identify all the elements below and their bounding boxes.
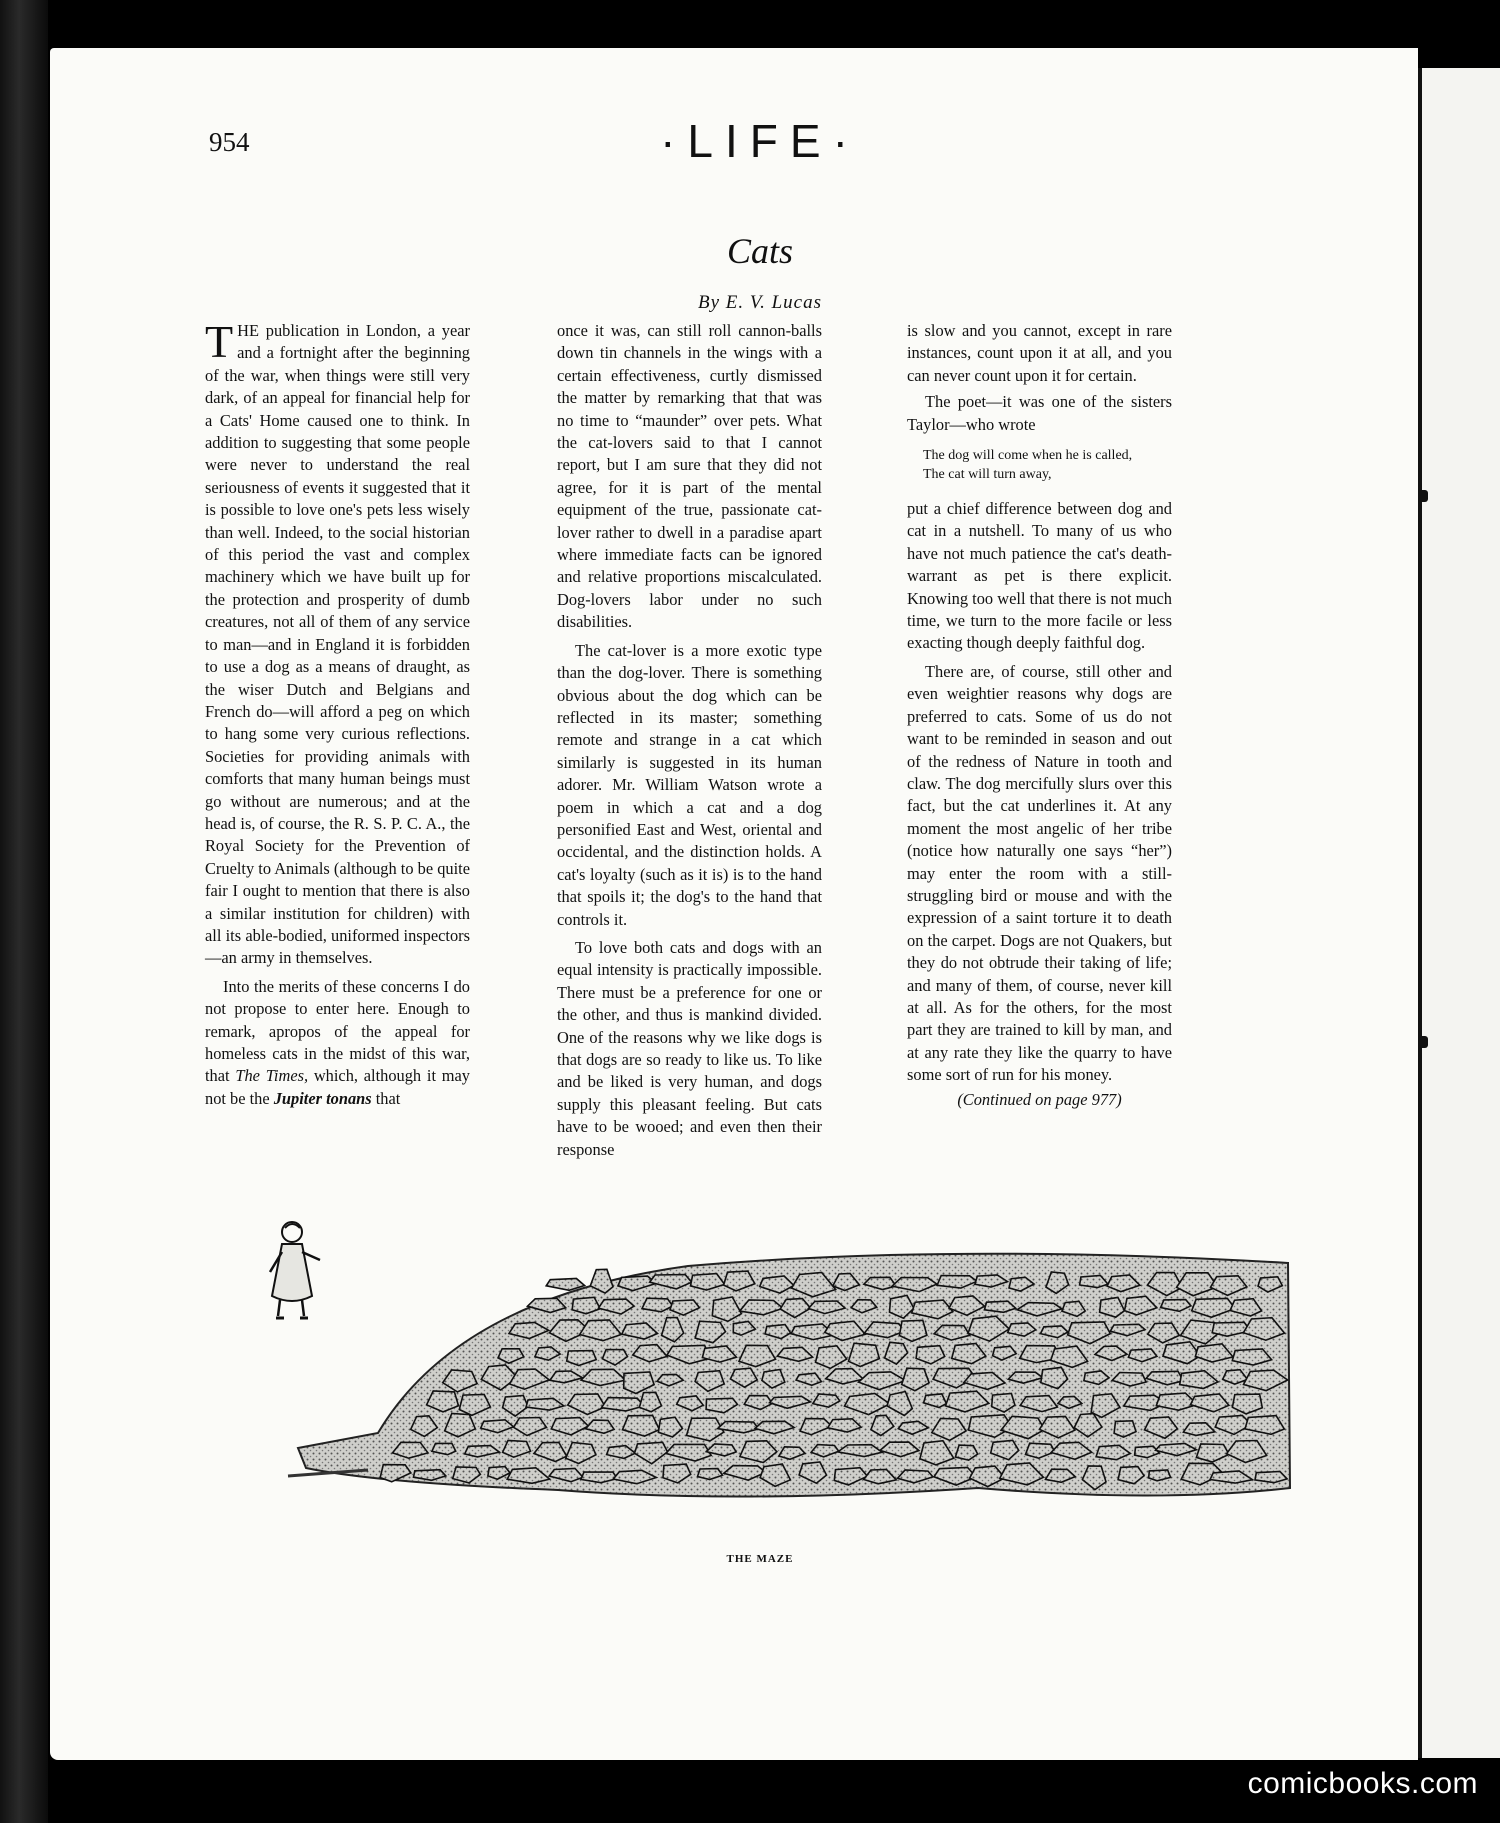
paragraph: There are, of course, still other and even weightier reasons why dogs are preferred to cats. Some of us do not want to be reminded in season and out of the redness of Nature in tooth and claw. The dog mercifully slurs over this fact, but the cat underlines it. At any moment the most angelic of her tribe (notice how naturally one says “her”) may enter the room with a still-struggling bird or mouse and with the expression of a saint torture it to death on the carpet. Dogs are not Quakers, but they do not obtrude their taking of life; and many of them, of course, never kill at all. As for the others, for the most part they are trained to kill by man, and at any rate they like the quarry to have some sort of run for his money. [907,661,1172,1085]
paragraph: put a chief difference between dog and cat in a nutshell. To many of us who have not much patience the cat's death-warrant as pet is there explicit. Knowing too well that there is not much time, we turn to the more facile or less exacting though deeply faithful dog. [907,499,1172,653]
paragraph-text: HE publication in London, a year and a fortnight after the beginning of the war, when things were still very dark, of an appeal for financial help for a Cats' Home caused one to think. In addition to suggesting that some people were never to understand the real seriousness of events it suggested that it is possible to love one's pets less wisely than well. Indeed, to the social historian of this period the vast and complex machinery which we have built up for the protection and prosperity of dumb creatures, not all of them of any service to man—and in England it is forbidden to use a dog as a means of draught, as the wiser Dutch and Belgians and French do—will afford a peg on which to hang some very curious reflections. Societies for providing animals with comforts that many human beings must go without are numerous; and at the head is, of course, the R. S. P. C. A., the Royal Society for the Prevention of Cruelty to Animals (although to be quite fair I ought to mention that there is also a similar institution for children) with all its able-bodied, uniformed inspectors—an army in themselves. [205,321,470,968]
watermark: comicbooks.com [1247,1767,1478,1800]
paragraph: is slow and you cannot, except in rare instances, count upon it at all, and you can never count upon it for certain. [907,321,1172,385]
paragraph: To love both cats and dogs with an equal intensity is practically impossible. There must be a preference for one or the other, and thus is mankind divided. One of the reasons why we like dogs is that dogs are so ready to like us. To like and be liked is very human, and dogs supply this pleasant feeling. But cats have to be wooed; and even then their response [557,937,822,1159]
article-column-1 [205,316,470,1110]
verse-line: The cat will turn away, [923,467,1052,483]
page-number: 954 [209,127,250,157]
italic-text: The Times, [235,1066,309,1086]
byline: By E. V. Lucas [698,292,822,313]
child-figure [258,1218,328,1323]
paragraph [205,316,470,970]
verse-line: The dog will come when he is called, [923,448,1133,464]
article-title: Cats [726,231,794,271]
adjacent-page-edge [1418,68,1500,1758]
figure-caption: THE MAZE [726,1553,794,1565]
masthead: ·LIFE· [660,115,860,167]
maze-block [1255,1472,1287,1483]
maze-illustration [258,1218,1303,1506]
italic-text: Jupiter tonans [273,1088,372,1108]
paragraph-text: Into the merits of these concerns I do not propose to enter here. Enough to remark, apropos of the appeal for homeless cats in the midst of this war, that [205,976,470,1086]
paragraph: The poet—it was one of the sisters Taylor—who wrote [907,392,1172,434]
article-column-2 [557,320,822,1161]
paragraph: The cat-lover is a more exotic type than the dog-lover. There is something obvious about the dog which can be reflected in its master; something remote and strange in a cat which similarly is suggested in its human adorer. Mr. William Watson wrote a poem in which a cat and a dog personified East and West, oriental and occidental, and the distinction holds. A cat's loyalty (such as it is) is to the hand that spoils it; the dog's to the hand that controls it. [557,640,822,929]
paragraph-text: which, although it may not be the [205,1066,470,1108]
verse-quote [923,446,1172,484]
scan-border [0,0,48,1823]
paragraph: once it was, can still roll cannon-balls down tin channels in the wings with a certain effectiveness, curtly dismissed the matter by remarking that that was no time to “maunder” over pets. What the cat-lovers said to that I cannot report, but I am sure that they did not agree, for it is part of the mental equipment of the true, passionate cat-lover rather to dwell in a paradise apart where immediate facts can be ignored and relative proportions miscalculated. Dog-lovers labor under no such disabilities. [557,321,822,632]
paragraph [205,976,470,1110]
drop-cap: T [205,316,234,367]
article-column-3 [907,320,1172,1111]
continued-note: (Continued on page 977) [957,1089,1122,1109]
paragraph-text: that [371,1088,401,1108]
